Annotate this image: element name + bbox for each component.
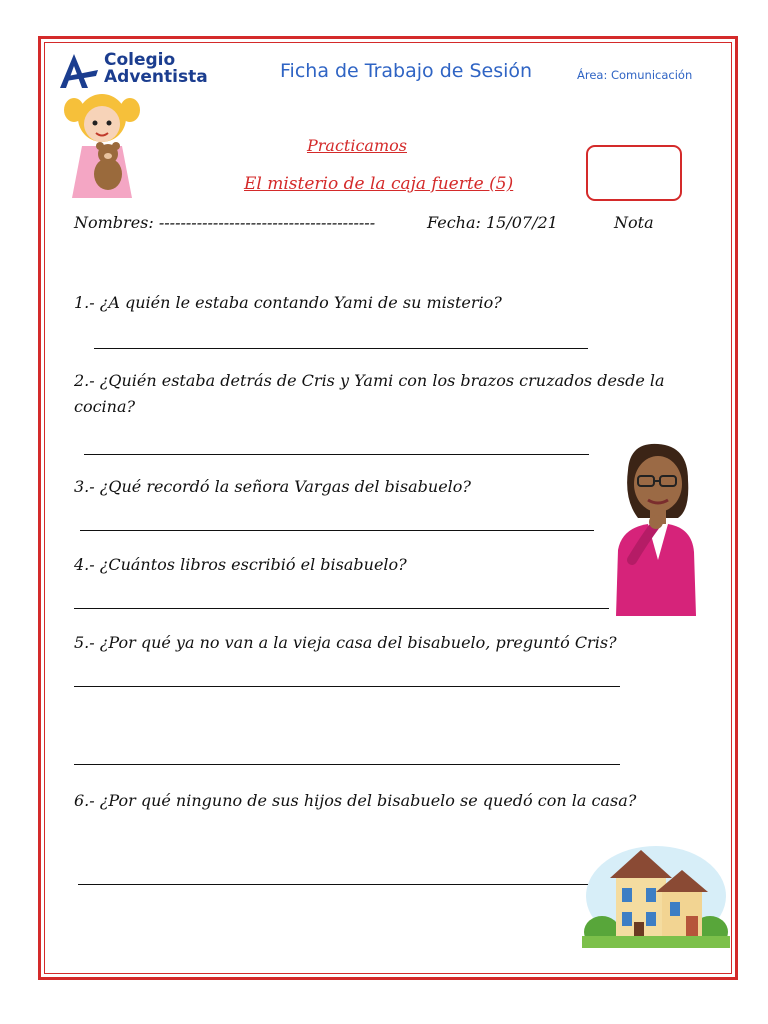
answer-line-5a (74, 686, 620, 687)
answer-line-4 (74, 608, 609, 609)
subject-area: Área: Comunicación (577, 68, 693, 82)
girl-with-teddy-illustration (60, 88, 144, 206)
answer-line-1 (94, 348, 588, 349)
question-4: 4.- ¿Cuántos libros escribió el bisabuelo? (74, 555, 407, 574)
thinking-woman-illustration (608, 440, 700, 616)
question-3: 3.- ¿Qué recordó la señora Vargas del bisabuelo? (74, 477, 471, 496)
answer-line-3 (80, 530, 594, 531)
names-field-label: Nombres: ---------------------------------------- (74, 213, 376, 232)
question-2: 2.- ¿Quién estaba detrás de Cris y Yami con los brazos cruzados desde la cocina? (74, 371, 665, 416)
answer-line-2 (84, 454, 589, 455)
house-illustration (582, 836, 730, 948)
reading-title: El misterio de la caja fuerte (5) (244, 174, 514, 194)
grade-label: Nota (614, 213, 654, 232)
school-name: Colegio Adventista (104, 50, 208, 87)
question-5: 5.- ¿Por qué ya no van a la vieja casa del bisabuelo, preguntó Cris? (74, 633, 617, 652)
answer-line-6 (78, 884, 593, 885)
answer-line-5b (74, 764, 620, 765)
question-1: 1.- ¿A quién le estaba contando Yami de su misterio? (74, 293, 502, 312)
worksheet-title: Ficha de Trabajo de Sesión (280, 60, 533, 82)
grade-box (586, 145, 682, 201)
date-field: Fecha: 15/07/21 (427, 213, 558, 232)
section-label: Practicamos (307, 136, 407, 155)
question-6: 6.- ¿Por qué ninguno de sus hijos del bisabuelo se quedó con la casa? (74, 791, 637, 810)
